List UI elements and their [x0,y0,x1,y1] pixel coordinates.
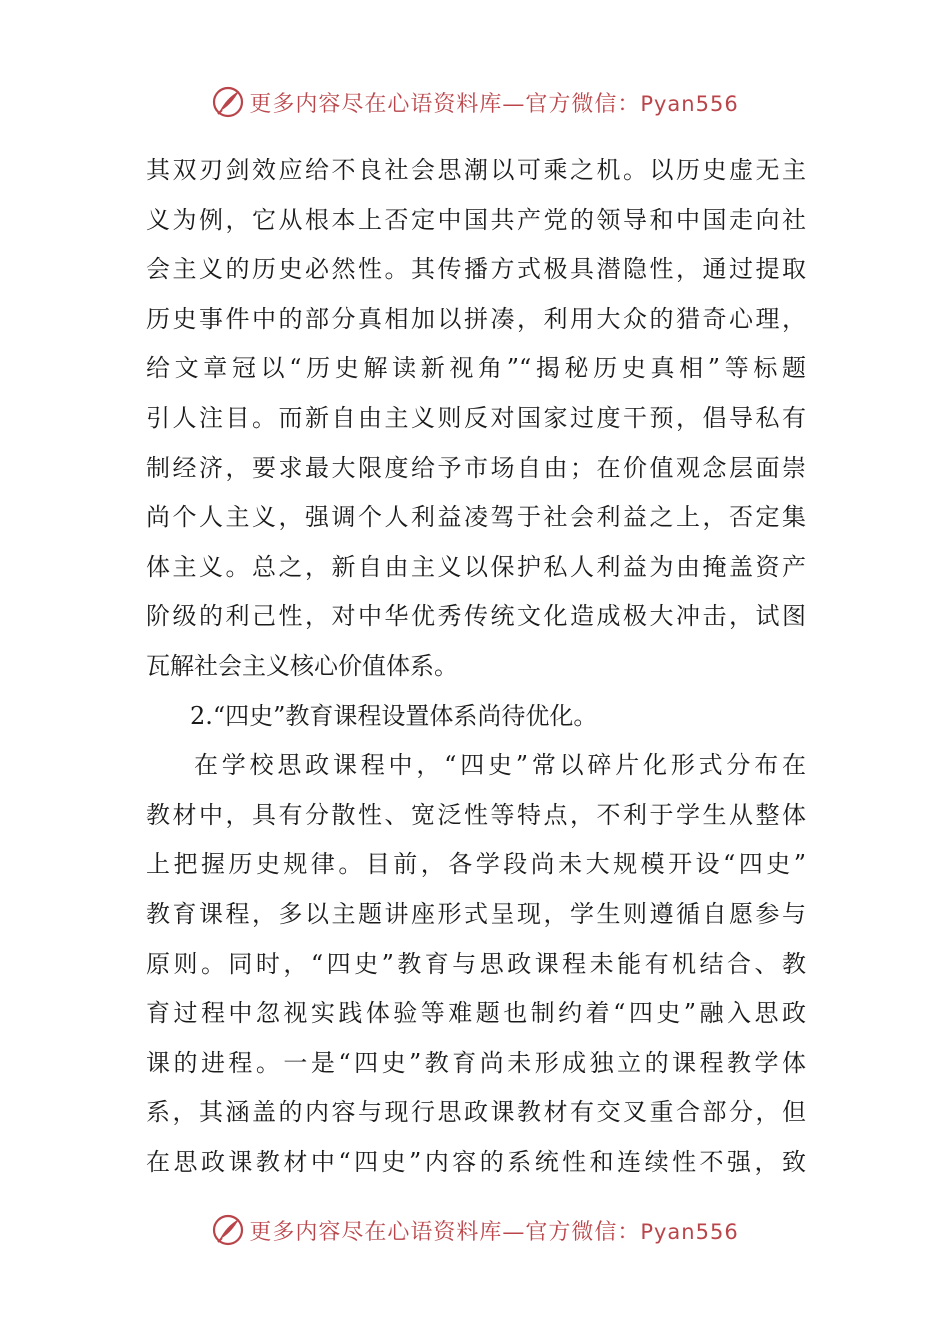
text-line: 系，其涵盖的内容与现行思政课教材有交叉重合部分，但 [146,1098,806,1127]
text-line: 历史事件中的部分真相加以拼凑，利用大众的猎奇心理， [146,304,806,333]
text-line: 上把握历史规律。目前，各学段尚未大规模开设“四史” [146,850,806,879]
watermark-handle: Pyan556 [640,1219,739,1244]
text-line: 课的进程。一是“四史”教育尚未形成独立的课程教学体 [146,1048,806,1077]
text-line: 会主义的历史必然性。其传播方式极具潜隐性，通过提取 [146,255,806,284]
document-body [146,146,806,1187]
watermark-text: 更多内容尽在心语资料库—官方微信：Pyan556 [249,1219,739,1245]
text-line: 育过程中忽视实践体验等难题也制约着“四史”融入思政 [146,999,806,1028]
text-line: 瓦解社会主义核心价值体系。 [146,651,458,680]
text-line: 其双刃剑效应给不良社会思潮以可乘之机。以历史虚无主 [146,156,806,184]
text-line: 教育课程，多以主题讲座形式呈现，学生则遵循自愿参与 [146,899,806,928]
watermark-text: 更多内容尽在心语资料库—官方微信：Pyan556 [249,91,739,117]
text-line: 原则。同时，“四史”教育与思政课程未能有机结合、教 [146,949,806,978]
text-line: 义为例，它从根本上否定中国共产党的领导和中国走向社 [146,205,806,234]
quill-logo-icon [211,85,245,119]
text-line: 给文章冠以“历史解读新视角”“揭秘历史真相”等标题 [146,354,806,383]
text-line: 体主义。总之，新自由主义以保护私人利益为由掩盖资产 [146,552,806,581]
quill-logo-icon [211,1213,245,1247]
text-line: 尚个人主义，强调个人利益凌驾于社会利益之上，否定集 [146,503,806,532]
watermark-banner-bottom [0,1208,950,1252]
text-line: 制经济，要求最大限度给予市场自由；在价值观念层面崇 [146,453,806,482]
text-line: 阶级的利己性，对中华优秀传统文化造成极大冲击，试图 [146,602,806,631]
text-line: 引人注目。而新自由主义则反对国家过度干预，倡导私有 [146,403,806,432]
text-line: 教材中，具有分散性、宽泛性等特点，不利于学生从整体 [146,800,806,829]
watermark-banner-top [0,80,950,124]
watermark-handle: Pyan556 [640,91,739,116]
section-heading: 2.“四史”教育课程设置体系尚待优化。 [190,701,598,730]
text-line: 在思政课教材中“四史”内容的系统性和连续性不强，致 [146,1147,806,1176]
text-line: 在学校思政课程中，“四史”常以碎片化形式分布在 [194,751,806,780]
